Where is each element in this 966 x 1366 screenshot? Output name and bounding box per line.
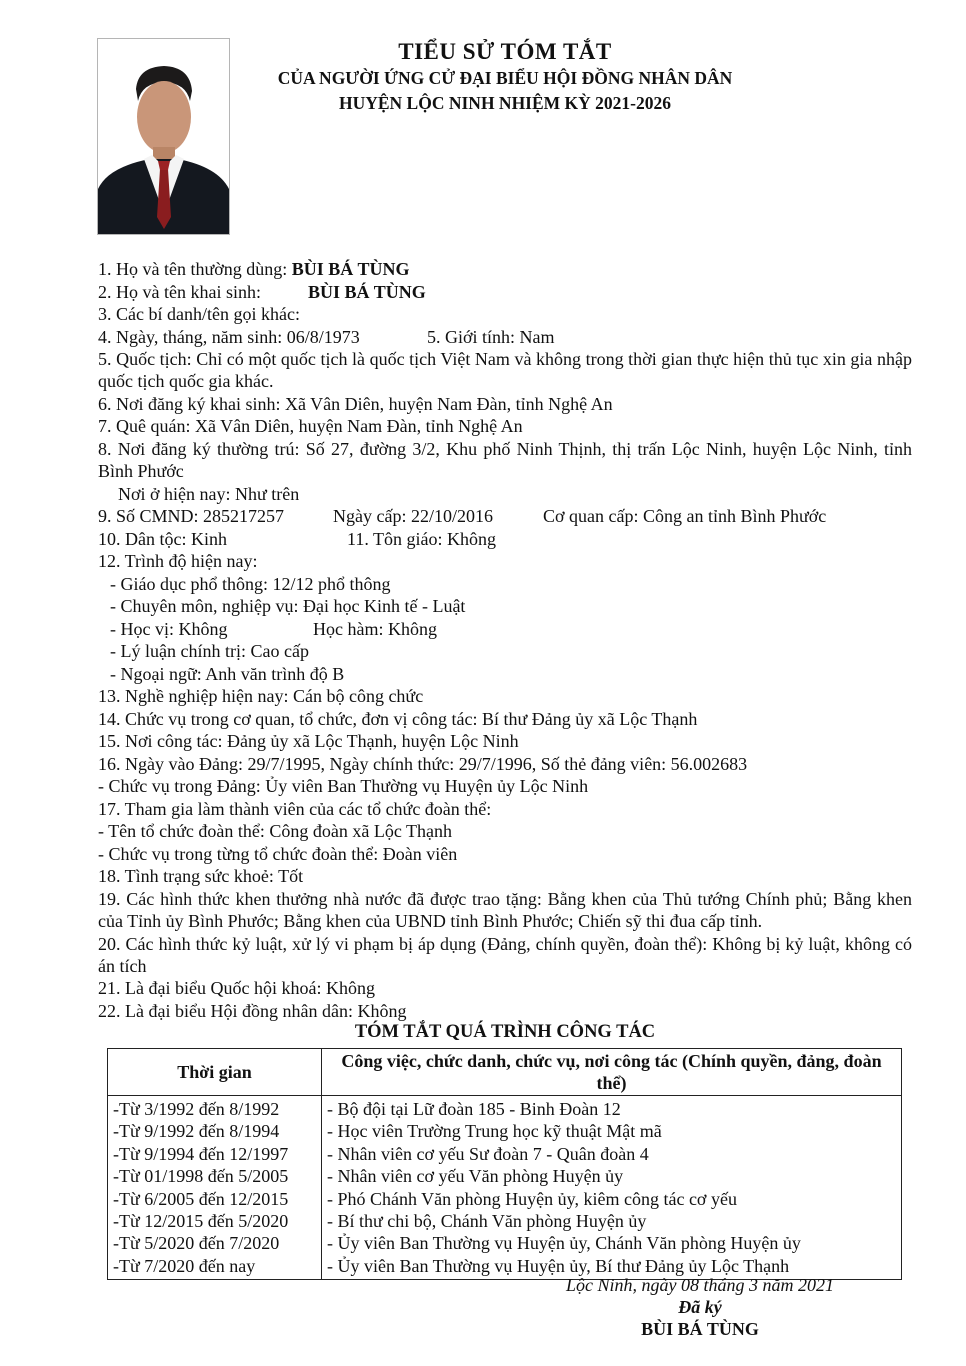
info-line-21: 21. Là đại biểu Quốc hội khoá: Không (98, 978, 375, 998)
info-line-1 (98, 258, 912, 280)
info-line-14: 14. Chức vụ trong cơ quan, tổ chức, đơn vị công tác: Bí thư Đảng ủy xã Lộc Thạnh (98, 709, 698, 729)
gender: 5. Giới tính: Nam (427, 327, 555, 347)
info-line-17b: - Chức vụ trong từng tổ chức đoàn thể: Đoàn viên (98, 844, 458, 864)
time-cell: -Từ 9/1994 đến 12/1997 (108, 1143, 322, 1165)
id-issue-date: Ngày cấp: 22/10/2016 (333, 506, 493, 526)
common-name-value: BÙI BÁ TÙNG (291, 259, 410, 279)
info-line-22: 22. Là đại biểu Hội đồng nhân dân: Không (98, 1001, 407, 1021)
academic-title: Học hàm: Không (313, 619, 437, 639)
work-history-title: TÓM TẮT QUÁ TRÌNH CÔNG TÁC (354, 1022, 656, 1042)
birth-name-label: 2. Họ và tên khai sinh: (98, 282, 261, 302)
document-subtitle: CỦA NGƯỜI ỨNG CỬ ĐẠI BIỂU HỘI ĐỒNG NHÂN DÂN (277, 68, 733, 88)
religion: 11. Tôn giáo: Không (347, 529, 496, 549)
time-cell: -Từ 01/1998 đến 5/2005 (108, 1165, 322, 1187)
birth-date: 4. Ngày, tháng, năm sinh: 06/8/1973 (98, 327, 360, 347)
job-cell: - Ủy viên Ban Thường vụ Huyện ủy, Chánh Văn phòng Huyện ủy (322, 1232, 902, 1254)
job-cell: - Học viên Trường Trung học kỹ thuật Mật mã (322, 1120, 902, 1142)
info-line-8b: Nơi ở hiện nay: Như trên (118, 484, 300, 504)
signature-name: BÙI BÁ TÙNG (641, 1319, 759, 1339)
table-row (108, 1210, 902, 1232)
info-line-9 (98, 505, 912, 527)
table-row (108, 1232, 902, 1254)
info-line-12d: - Lý luận chính trị: Cao cấp (110, 641, 309, 661)
table-row (108, 1188, 902, 1210)
table-row (108, 1120, 902, 1142)
job-cell: - Bí thư chi bộ, Chánh Văn phòng Huyện ủy (322, 1210, 902, 1232)
info-line-5: 5. Quốc tịch: Chỉ có một quốc tịch là quốc tịch Việt Nam và không trong thời gian thực hiện thủ tục xin gia nhập quốc tịch quốc gia khác. (98, 349, 912, 392)
info-line-4 (98, 326, 912, 348)
info-line-18: 18. Tình trạng sức khoẻ: Tốt (98, 866, 304, 886)
common-name-label: 1. Họ và tên thường dùng: (98, 259, 292, 279)
time-cell: -Từ 12/2015 đến 5/2020 (108, 1210, 322, 1232)
info-line-10 (98, 528, 912, 550)
job-cell: - Ủy viên Ban Thường vụ Huyện ủy, Bí thư Đảng ủy Lộc Thạnh (322, 1255, 902, 1280)
info-line-15: 15. Nơi công tác: Đảng ủy xã Lộc Thạnh, huyện Lộc Ninh (98, 731, 519, 751)
info-line-7: 7. Quê quán: Xã Vân Diên, huyện Nam Đàn, tỉnh Nghệ An (98, 416, 523, 436)
info-line-12a: - Giáo dục phổ thông: 12/12 phổ thông (110, 574, 391, 594)
info-line-13: 13. Nghề nghiệp hiện nay: Cán bộ công chức (98, 686, 424, 706)
info-line-12e: - Ngoại ngữ: Anh văn trình độ B (110, 664, 345, 684)
info-line-17: 17. Tham gia làm thành viên của các tổ chức đoàn thể: (98, 799, 492, 819)
column-header-time: Thời gian (108, 1049, 322, 1096)
ethnicity: 10. Dân tộc: Kinh (98, 529, 227, 549)
info-line-12c (110, 618, 924, 640)
signature-status: Đã ký (678, 1297, 722, 1317)
table-header-row (108, 1049, 902, 1096)
time-cell: -Từ 5/2020 đến 7/2020 (108, 1232, 322, 1254)
info-line-20: 20. Các hình thức kỷ luật, xử lý vi phạm bị áp dụng (Đảng, chính quyền, đoàn thể): Không bị kỷ luật, không có án tích (98, 934, 912, 977)
portrait-image (98, 39, 229, 234)
birth-name-value: BÙI BÁ TÙNG (308, 282, 426, 302)
document-term: HUYỆN LỘC NINH NHIỆM KỲ 2021-2026 (338, 93, 672, 113)
info-line-17a: - Tên tổ chức đoàn thể: Công đoàn xã Lộc Thạnh (98, 821, 452, 841)
table-row (108, 1165, 902, 1187)
info-line-2 (98, 281, 912, 303)
portrait-photo (97, 38, 230, 235)
document-title-block (240, 38, 770, 116)
job-cell: - Nhân viên cơ yếu Sư đoàn 7 - Quân đoàn 4 (322, 1143, 902, 1165)
info-line-16: 16. Ngày vào Đảng: 29/7/1995, Ngày chính thức: 29/7/1996, Số thẻ đảng viên: 56.002683 (98, 754, 748, 774)
time-cell: -Từ 6/2005 đến 12/2015 (108, 1188, 322, 1210)
info-line-16b: - Chức vụ trong Đảng: Ủy viên Ban Thường vụ Huyện ủy Lộc Ninh (98, 776, 589, 796)
id-issuer: Cơ quan cấp: Công an tỉnh Bình Phước (543, 506, 827, 526)
table-row (108, 1143, 902, 1165)
document-title: TIỂU SỬ TÓM TẮT (398, 39, 612, 64)
info-line-12: 12. Trình độ hiện nay: (98, 551, 258, 571)
info-line-19: 19. Các hình thức khen thưởng nhà nước đã được trao tặng: Bằng khen của Thủ tướng Chính phủ; Bằng khen của Tỉnh ủy Bình Phước; Bằng khen của UBND tỉnh Bình Phước; Chiến sỹ thi đua cấp tỉnh. (98, 889, 912, 932)
job-cell: - Phó Chánh Văn phòng Huyện ủy, kiêm công tác cơ yếu (322, 1188, 902, 1210)
job-cell: - Bộ đội tại Lữ đoàn 185 - Binh Đoàn 12 (322, 1096, 902, 1121)
info-line-8: 8. Nơi đăng ký thường trú: Số 27, đường 3/2, Khu phố Ninh Thịnh, thị trấn Lộc Ninh, huyện Lộc Ninh, tỉnh Bình Phước (98, 439, 912, 482)
work-history-table (107, 1048, 902, 1280)
info-line-3: 3. Các bí danh/tên gọi khác: (98, 304, 300, 324)
info-line-6: 6. Nơi đăng ký khai sinh: Xã Vân Diên, huyện Nam Đàn, tỉnh Nghệ An (98, 394, 613, 414)
academic-degree: - Học vị: Không (110, 619, 228, 639)
table-row (108, 1096, 902, 1121)
signature-date: Lộc Ninh, ngày 08 tháng 3 năm 2021 (566, 1275, 834, 1295)
time-cell: -Từ 9/1992 đến 8/1994 (108, 1120, 322, 1142)
id-number: 9. Số CMND: 285217257 (98, 506, 285, 526)
time-cell: -Từ 7/2020 đến nay (108, 1255, 322, 1280)
info-line-12b: - Chuyên môn, nghiệp vụ: Đại học Kinh tế - Luật (110, 596, 466, 616)
time-cell: -Từ 3/1992 đến 8/1992 (108, 1096, 322, 1121)
column-header-job: Công việc, chức danh, chức vụ, nơi công tác (Chính quyền, đảng, đoàn thể) (322, 1049, 902, 1096)
job-cell: - Nhân viên cơ yếu Văn phòng Huyện ủy (322, 1165, 902, 1187)
